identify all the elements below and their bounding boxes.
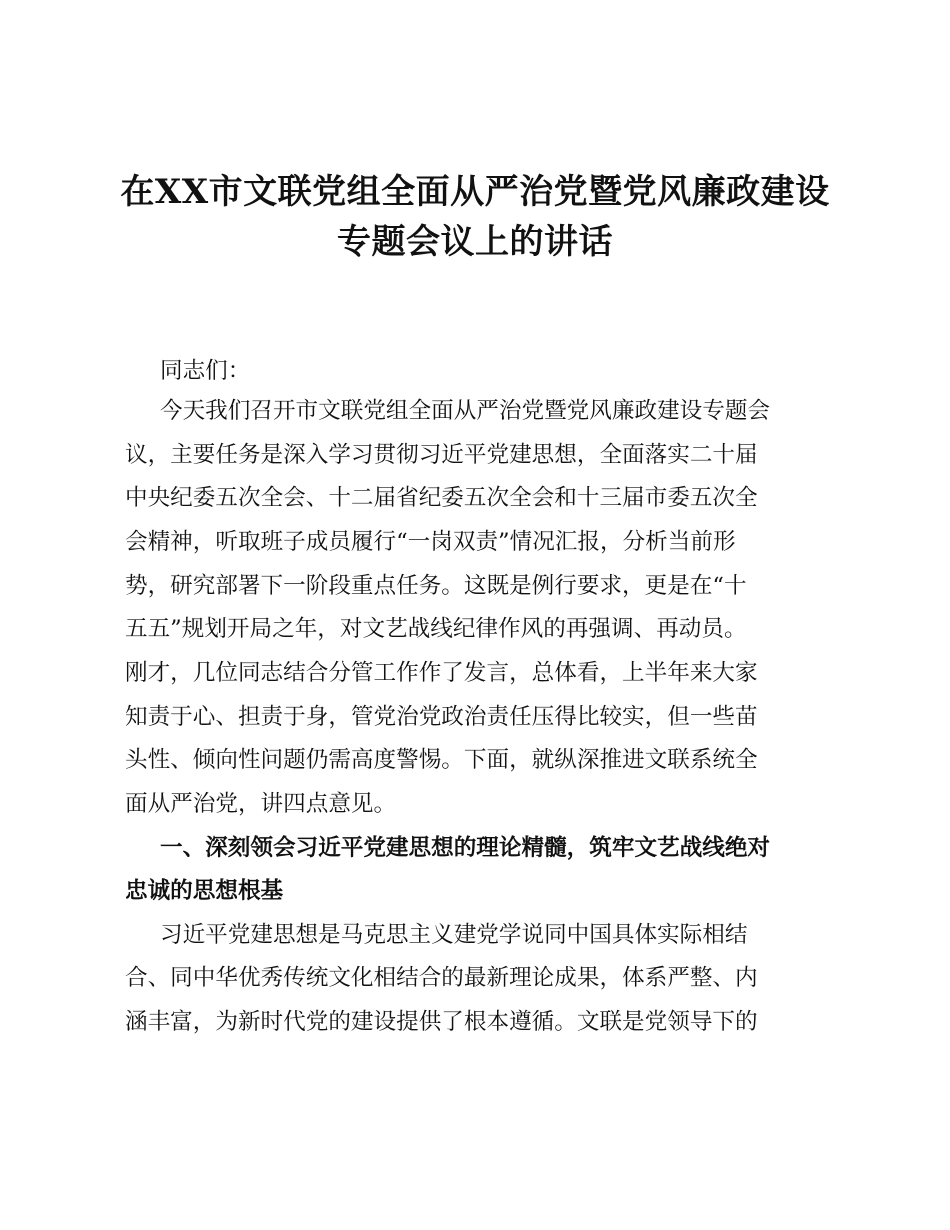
intro-line-8: 知责于心、担责于身，管党治党政治责任压得比较实，但一些苗 <box>125 704 758 730</box>
section-1-body-line-2: 合、同中华优秀传统文化相结合的最新理论成果，体系严整、内 <box>125 965 758 991</box>
section-1-body-line-3: 涵丰富，为新时代党的建设提供了根本遵循。文联是党领导下的 <box>125 1009 758 1035</box>
intro-line-3: 中央纪委五次全会、十二届省纪委五次全会和十三届市委五次全 <box>125 485 758 511</box>
section-1-heading-line-2: 忠诚的思想根基 <box>125 878 284 904</box>
section-1-heading-line-1: 一、深刻领会习近平党建思想的理论精髓，筑牢文艺战线绝对 <box>160 835 771 861</box>
document-title-line-1: 在XX市文联党组全面从严治党暨党风廉政建设 <box>120 172 830 212</box>
salutation: 同志们： <box>160 358 251 384</box>
intro-line-2: 议，主要任务是深入学习贯彻习近平党建思想，全面落实二十届 <box>125 442 758 468</box>
intro-line-6: 五五”规划开局之年，对文艺战线纪律作风的再强调、再动员。 <box>125 616 747 642</box>
intro-line-4: 会精神，听取班子成员履行“一岗双责”情况汇报，分析当前形 <box>125 529 736 555</box>
intro-line-10: 面从严治党，讲四点意见。 <box>125 791 397 817</box>
document-title-line-2: 专题会议上的讲话 <box>337 222 613 262</box>
intro-line-5: 势，研究部署下一阶段重点任务。这既是例行要求，更是在“十 <box>125 573 747 599</box>
section-1-body-line-1: 习近平党建思想是马克思主义建党学说同中国具体实际相结 <box>160 922 748 948</box>
intro-line-7: 刚才，几位同志结合分管工作作了发言，总体看，上半年来大家 <box>125 660 758 686</box>
intro-line-1: 今天我们召开市文联党组全面从严治党暨党风廉政建设专题会 <box>160 398 771 424</box>
intro-line-9: 头性、倾向性问题仍需高度警惕。下面，就纵深推进文联系统全 <box>125 747 758 773</box>
